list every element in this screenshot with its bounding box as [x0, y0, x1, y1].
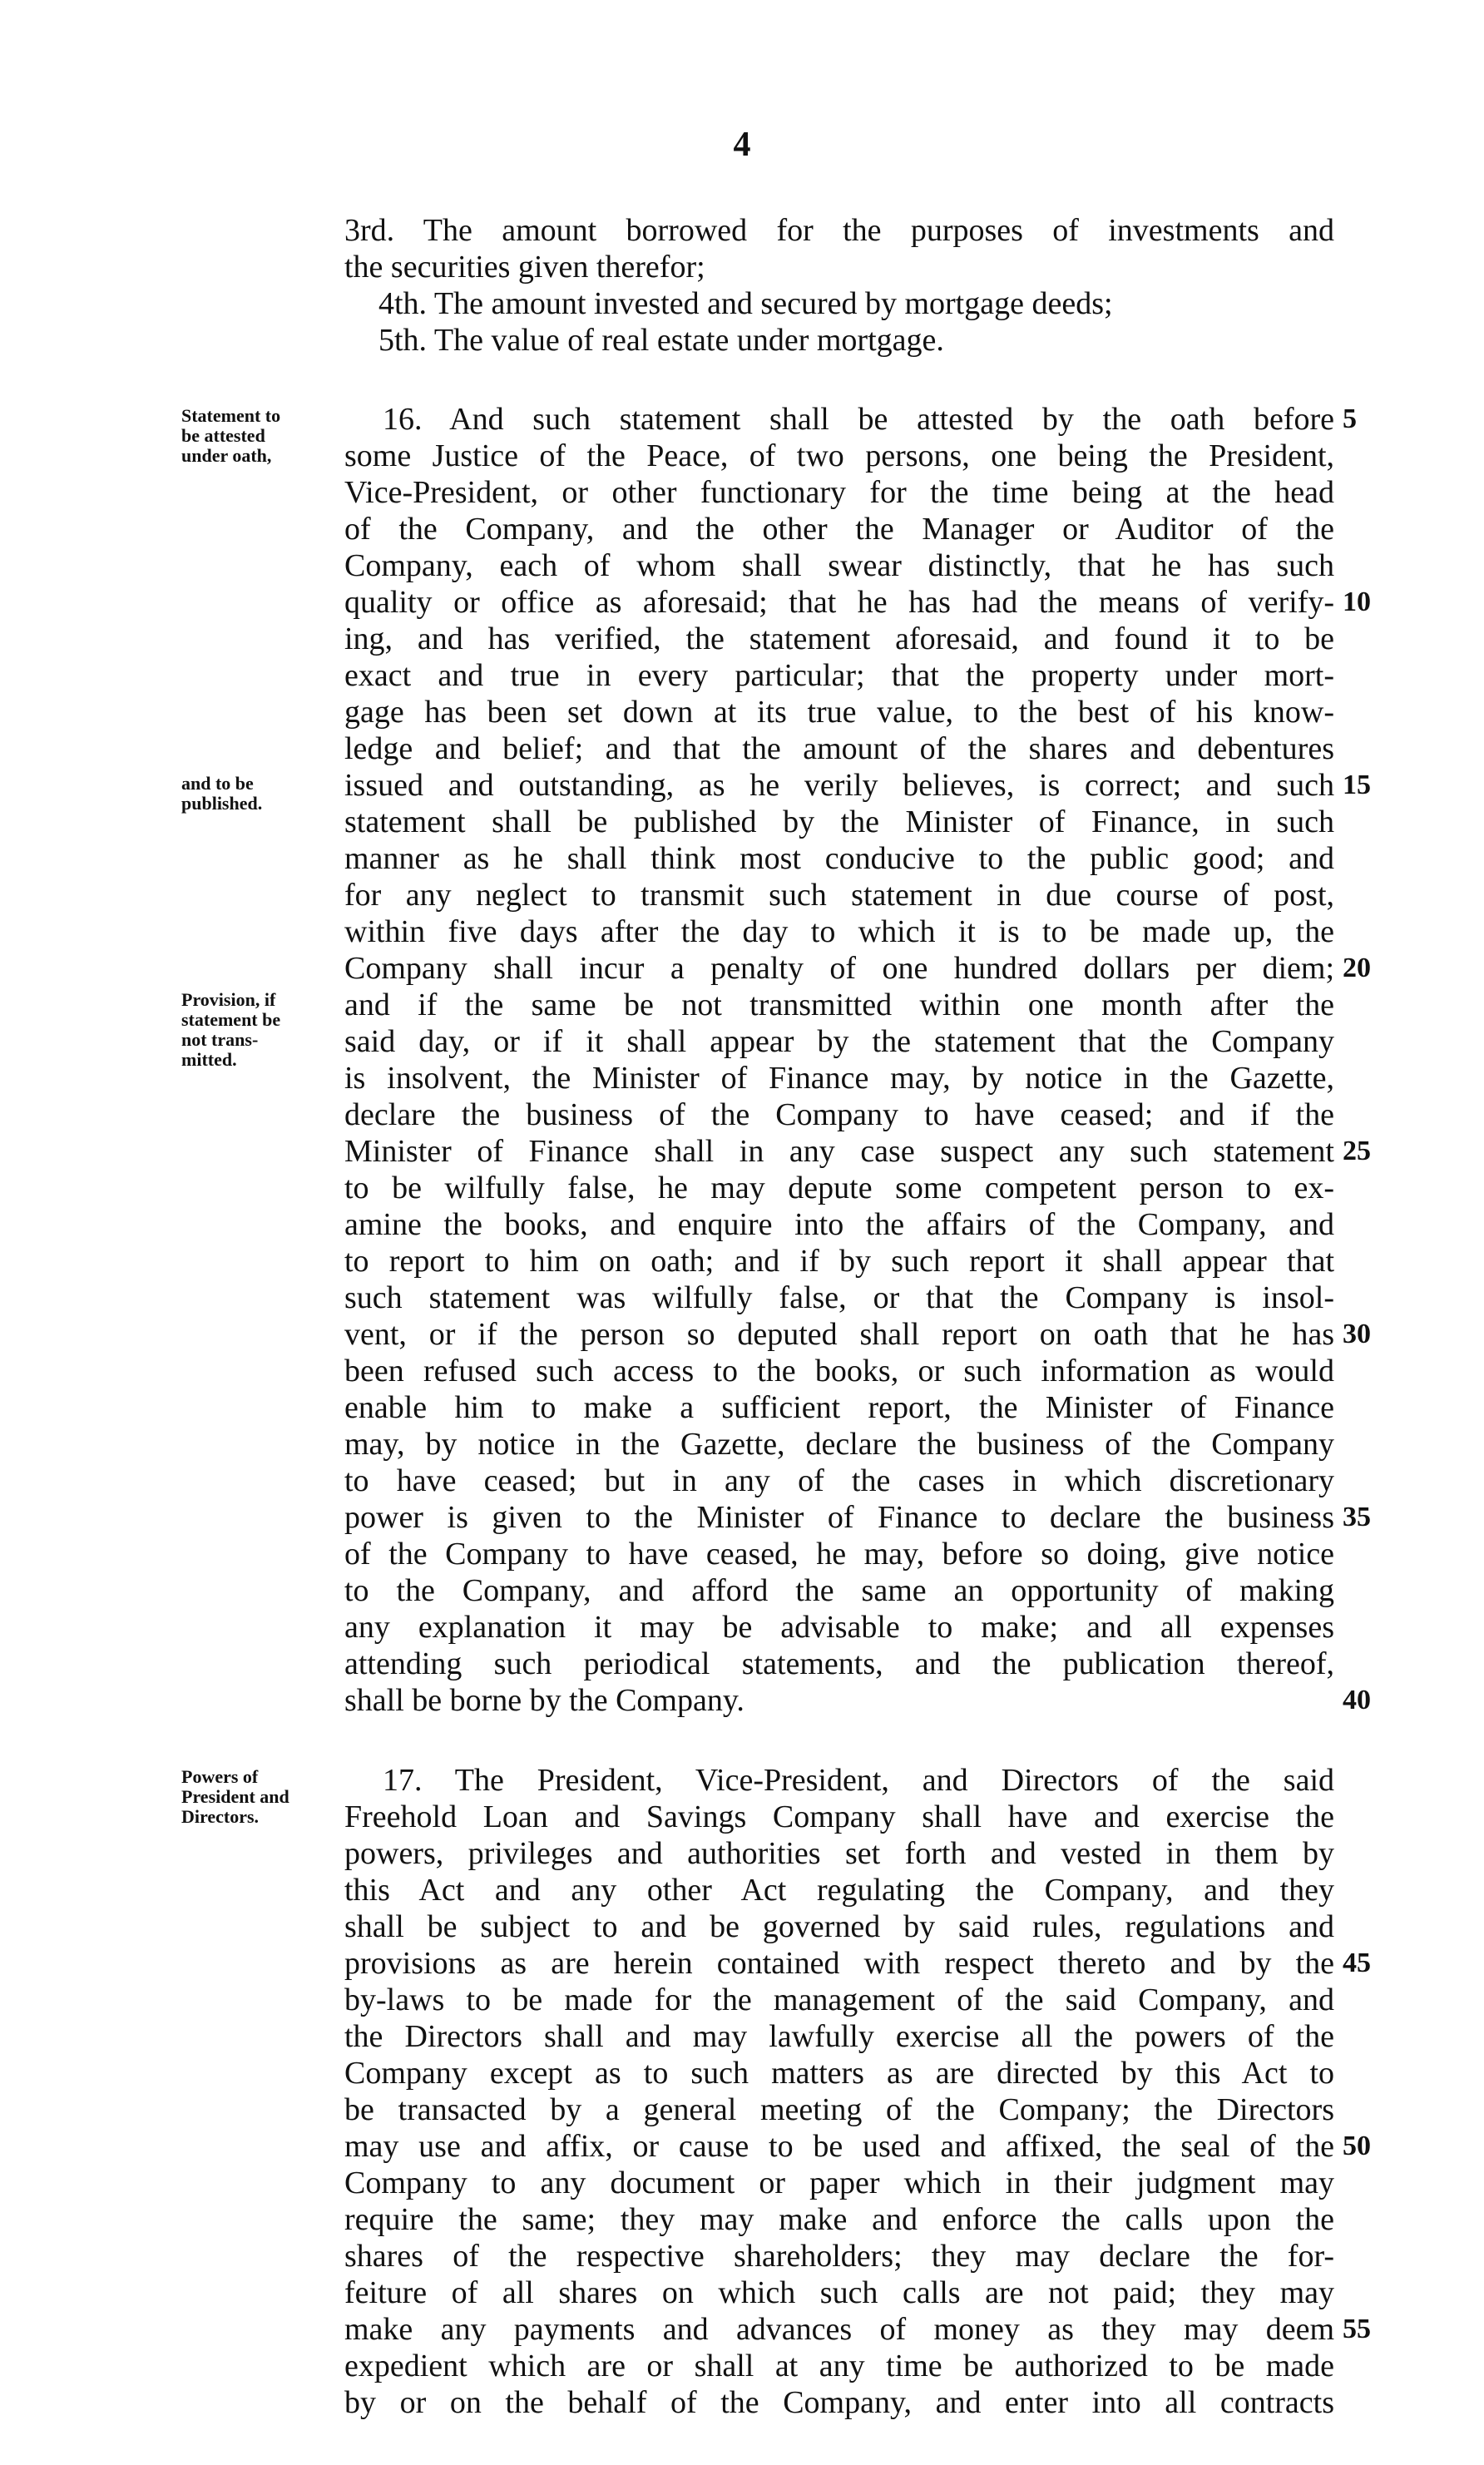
sidenote-line: Statement to	[181, 405, 281, 426]
text-line: of the Company, and the other the Manager or Auditor of the	[344, 512, 1334, 547]
text-line: this Act and any other Act regulating the Company, and they	[344, 1873, 1334, 1908]
section-17-first-line: 17. The President, Vice-President, and Directors of the said	[383, 1763, 1334, 1798]
text-line: by-laws to be made for the management of the said Company, and	[344, 1982, 1334, 2017]
sidenote-line: under oath,	[181, 445, 272, 466]
text-line: shall be subject to and be governed by said rules, regulations and	[344, 1909, 1334, 1944]
section-16-first-line: 16. And such statement shall be attested by the oath before	[383, 402, 1334, 437]
text-line: shares of the respective shareholders; they may declare the for-	[344, 2239, 1334, 2274]
line-number: 5	[1343, 403, 1357, 434]
text-line: for any neglect to transmit such statement in due course of post,	[344, 878, 1334, 913]
text-line: power is given to the Minister of Finance to declare the business	[344, 1500, 1334, 1535]
sidenote-published	[181, 774, 339, 814]
sidenote-line: Powers of	[181, 1766, 259, 1787]
sidenote-line: President and	[181, 1786, 289, 1807]
text-line: some Justice of the Peace, of two persons, one being the President,	[344, 438, 1334, 473]
text-line: the Directors shall and may lawfully exercise all the powers of the	[344, 2019, 1334, 2054]
sidenote-line: mitted.	[181, 1049, 237, 1070]
text-line: 5th. The value of real estate under mortgage.	[378, 323, 944, 358]
line-number: 30	[1343, 1319, 1371, 1349]
text-line: is insolvent, the Minister of Finance may, by notice in the Gazette,	[344, 1061, 1334, 1096]
sidenote-powers-of-directors	[181, 1767, 339, 1827]
sidenote-statement-attested	[181, 406, 339, 466]
text-line: feiture of all shares on which such calls are not paid; they may	[344, 2275, 1334, 2310]
text-line: shall be borne by the Company.	[344, 1683, 744, 1718]
text-line: be transacted by a general meeting of the Company; the Directors	[344, 2092, 1334, 2127]
text-line: within five days after the day to which it is to be made up, the	[344, 914, 1334, 949]
text-line: amine the books, and enquire into the affairs of the Company, and	[344, 1207, 1334, 1242]
text-line: issued and outstanding, as he verily believes, is correct; and such	[344, 768, 1334, 803]
text-line: Company shall incur a penalty of one hundred dollars per diem;	[344, 951, 1334, 986]
text-line: Vice-President, or other functionary for the time being at the head	[344, 475, 1334, 510]
line-number: 35	[1343, 1502, 1371, 1532]
text-line: 3rd. The amount borrowed for the purposes of investments and	[344, 213, 1334, 248]
text-line: Company to any document or paper which in their judgment may	[344, 2166, 1334, 2200]
page-number: 4	[733, 126, 751, 164]
text-line: statement shall be published by the Minister of Finance, in such	[344, 804, 1334, 839]
text-line: ing, and has verified, the statement aforesaid, and found it to be	[344, 621, 1334, 656]
text-line: vent, or if the person so deputed shall report on oath that he has	[344, 1317, 1334, 1352]
text-line: Freehold Loan and Savings Company shall have and exercise the	[344, 1799, 1334, 1834]
text-line: any explanation it may be advisable to make; and all expenses	[344, 1610, 1334, 1645]
line-number: 50	[1343, 2131, 1371, 2161]
text-line: Company, each of whom shall swear distinctly, that he has such	[344, 548, 1334, 583]
line-number: 20	[1343, 953, 1371, 983]
text-line: of the Company to have ceased, he may, before so doing, give notice	[344, 1537, 1334, 1572]
text-line: to the Company, and afford the same an opportunity of making	[344, 1573, 1334, 1608]
text-line: said day, or if it shall appear by the statement that the Company	[344, 1024, 1334, 1059]
line-number: 25	[1343, 1136, 1371, 1166]
text-line: to be wilfully false, he may depute some competent person to ex-	[344, 1171, 1334, 1205]
line-number: 55	[1343, 2314, 1371, 2344]
text-line: such statement was wilfully false, or that the Company is insol-	[344, 1280, 1334, 1315]
text-line: quality or office as aforesaid; that he has had the means of verify-	[344, 585, 1334, 620]
line-number: 40	[1343, 1685, 1371, 1715]
text-line: exact and true in every particular; that the property under mort-	[344, 658, 1334, 693]
sidenote-line: and to be	[181, 773, 254, 794]
text-line: 4th. The amount invested and secured by mortgage deeds;	[378, 286, 1113, 321]
sidenote-line: statement be	[181, 1009, 281, 1030]
text-line: by or on the behalf of the Company, and enter into all contracts	[344, 2385, 1334, 2420]
sidenote-line: not trans-	[181, 1029, 259, 1050]
text-line: expedient which are or shall at any time be authorized to be made	[344, 2349, 1334, 2383]
text-line: to report to him on oath; and if by such report it shall appear that	[344, 1244, 1334, 1279]
text-line: may, by notice in the Gazette, declare the business of the Company	[344, 1427, 1334, 1462]
sidenote-line: published.	[181, 793, 263, 814]
text-line: manner as he shall think most conducive to the public good; and	[344, 841, 1334, 876]
text-line: Company except as to such matters as are directed by this Act to	[344, 2056, 1334, 2091]
text-line: provisions as are herein contained with respect thereto and by the	[344, 1946, 1334, 1981]
text-line: been refused such access to the books, or such information as would	[344, 1354, 1334, 1388]
line-number: 10	[1343, 587, 1371, 617]
line-number: 45	[1343, 1948, 1371, 1978]
text-line: make any payments and advances of money as they may deem	[344, 2312, 1334, 2347]
text-line: gage has been set down at its true value, to the best of his know-	[344, 695, 1334, 730]
text-line: require the same; they may make and enforce the calls upon the	[344, 2202, 1334, 2237]
text-line: may use and affix, or cause to be used and affixed, the seal of the	[344, 2129, 1334, 2164]
text-line: ledge and belief; and that the amount of the shares and debentures	[344, 731, 1334, 766]
sidenote-provision-not-transmitted	[181, 990, 339, 1070]
text-line: and if the same be not transmitted within one month after the	[344, 987, 1334, 1022]
sidenote-line: Directors.	[181, 1806, 260, 1827]
text-line: the securities given therefor;	[344, 250, 705, 285]
text-line: Minister of Finance shall in any case suspect any such statement	[344, 1134, 1334, 1169]
text-line: enable him to make a sufficient report, the Minister of Finance	[344, 1390, 1334, 1425]
text-line: to have ceased; but in any of the cases in which discretionary	[344, 1463, 1334, 1498]
sidenote-line: Provision, if	[181, 989, 276, 1010]
text-line: powers, privileges and authorities set forth and vested in them by	[344, 1836, 1334, 1871]
line-number: 15	[1343, 770, 1371, 800]
text-line: attending such periodical statements, and the publication thereof,	[344, 1646, 1334, 1681]
text-line: declare the business of the Company to have ceased; and if the	[344, 1097, 1334, 1132]
sidenote-line: be attested	[181, 425, 265, 446]
